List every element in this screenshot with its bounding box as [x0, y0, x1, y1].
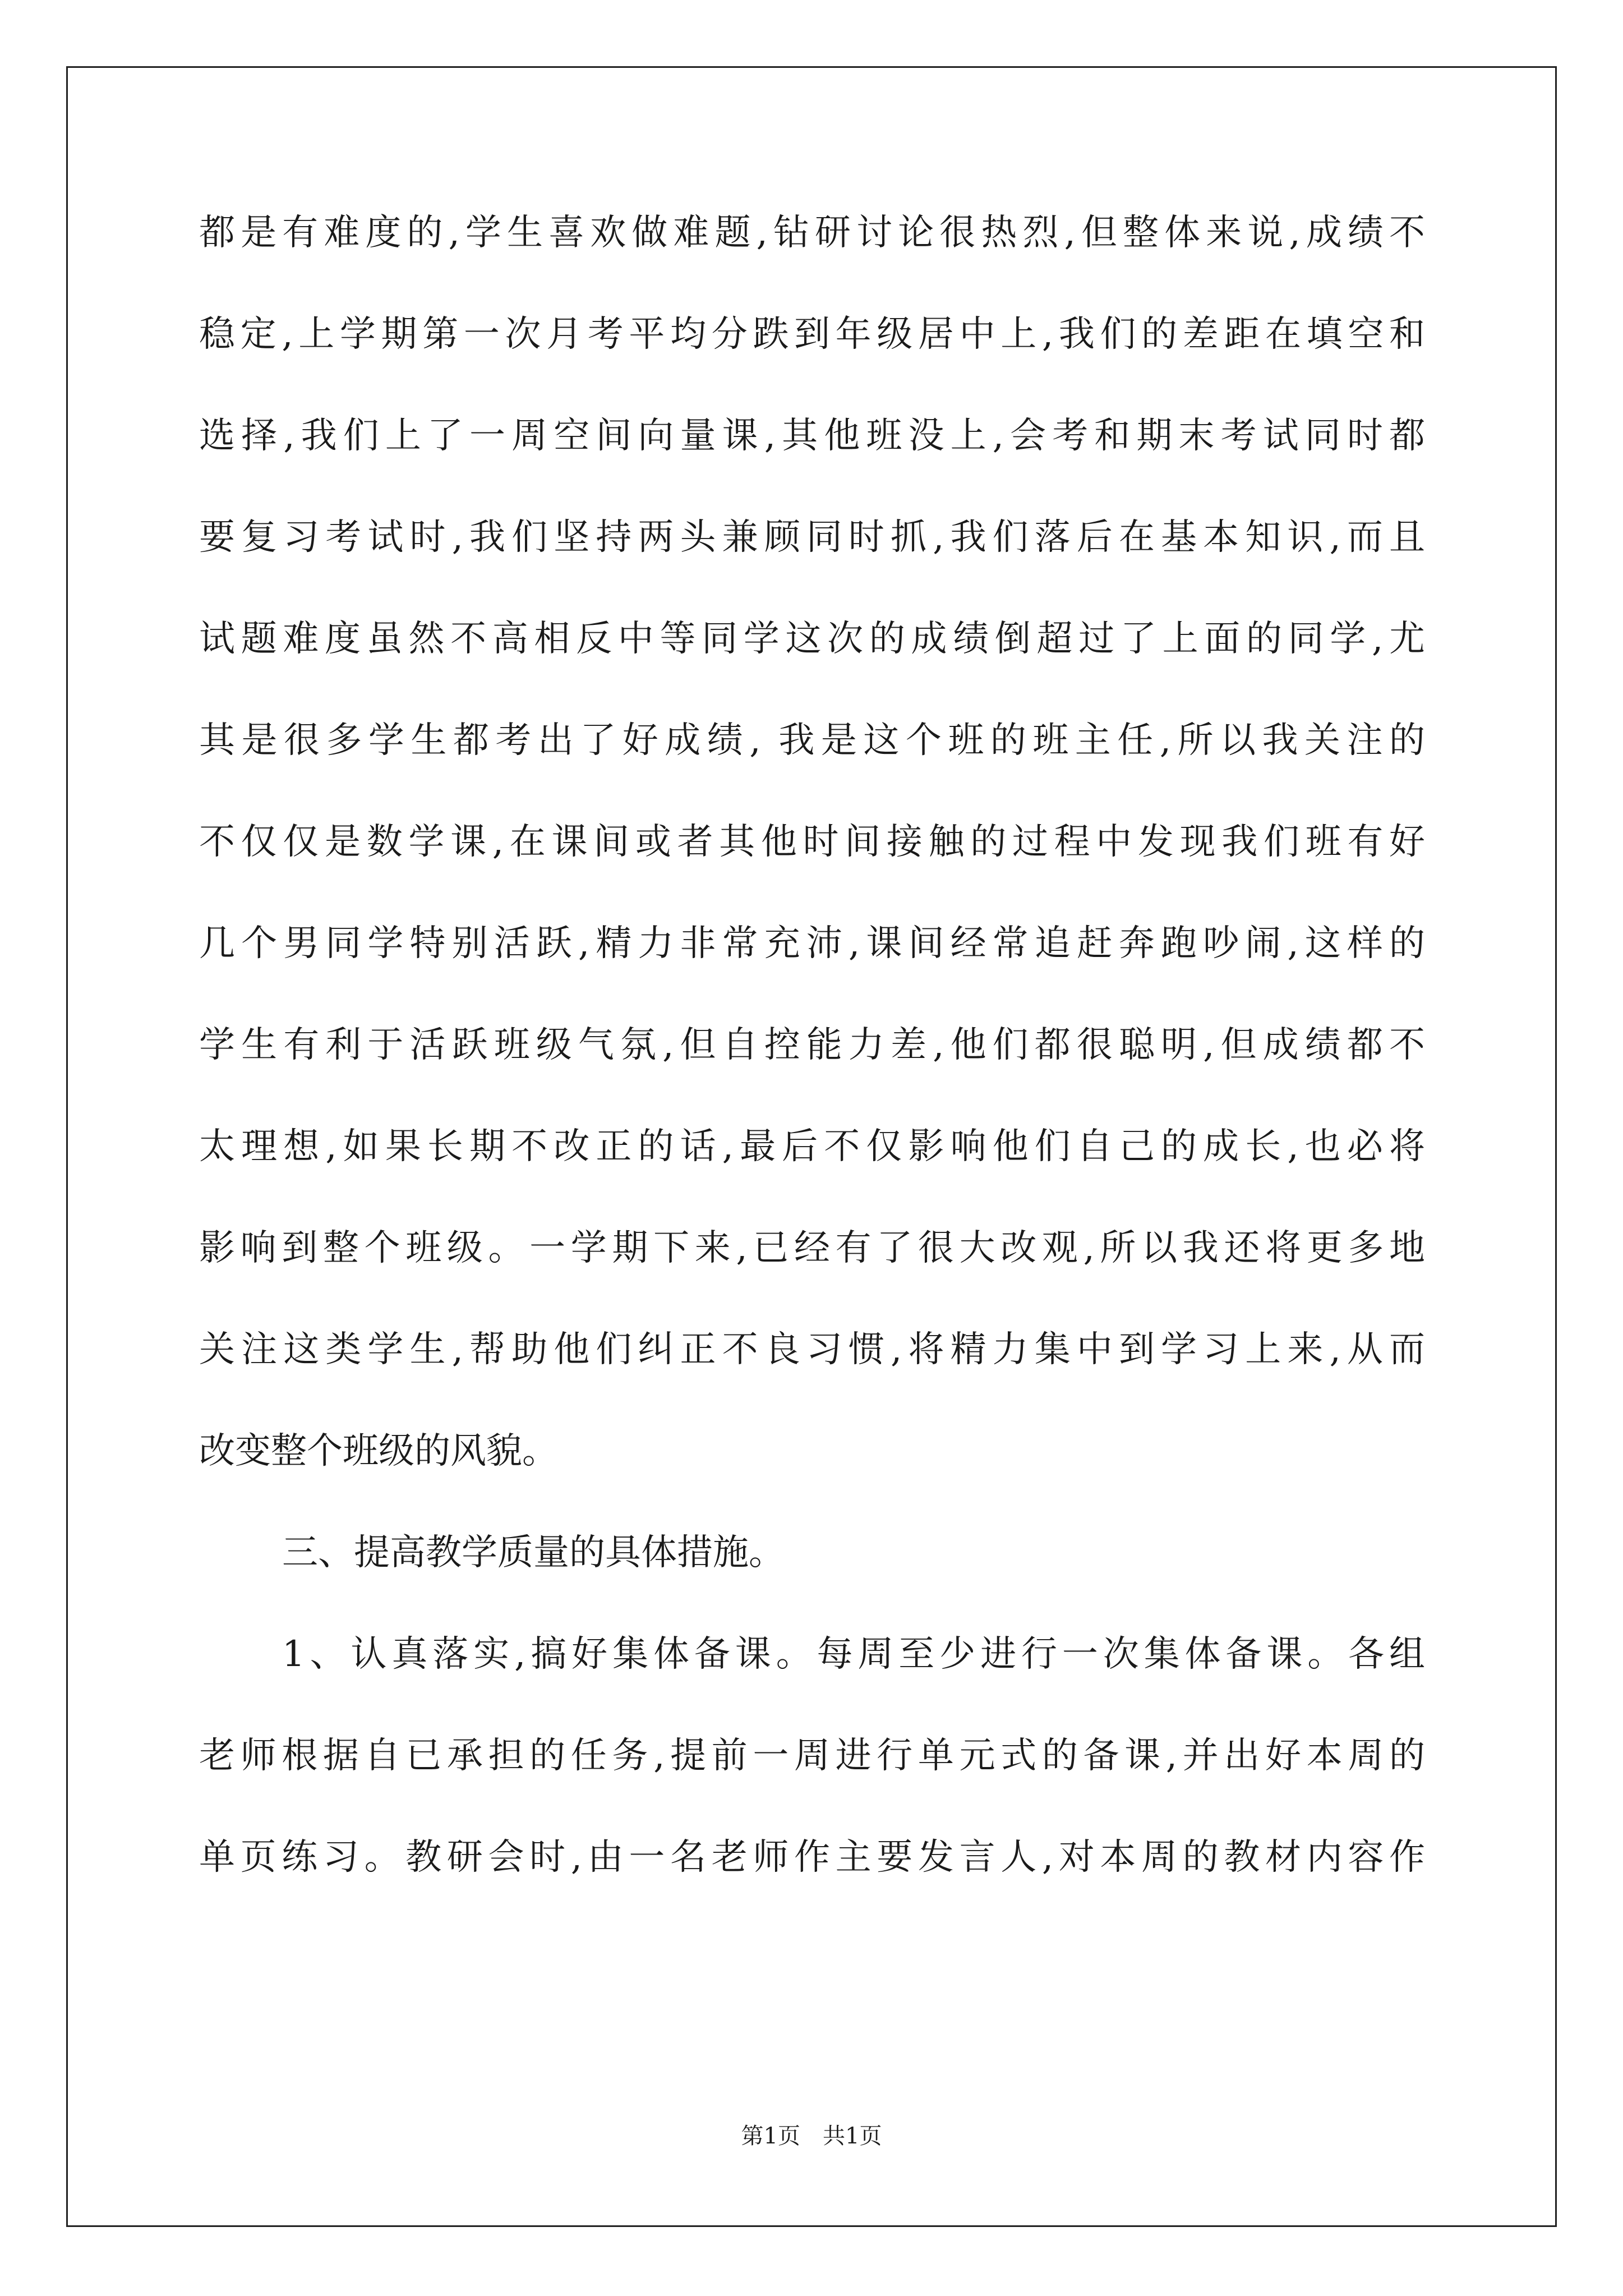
- paragraph-line: 太理想,如果长期不改正的话,最后不仅影响他们自己的成长,也必将: [199, 1126, 1425, 1167]
- paragraph-line: 关注这类学生,帮助他们纠正不良习惯,将精力集中到学习上来,从而: [199, 1329, 1425, 1370]
- paragraph-line: 其是很多学生都考出了好成绩, 我是这个班的班主任,所以我关注的: [199, 720, 1425, 761]
- paragraph-line: 单页练习。教研会时,由一名老师作主要发言人,对本周的教材内容作: [199, 1837, 1425, 1878]
- paragraph-line: 影响到整个班级。一学期下来,已经有了很大改观,所以我还将更多地: [199, 1227, 1425, 1269]
- section-heading: 三、提高教学质量的具体措施。: [282, 1532, 785, 1573]
- paragraph-line: 试题难度虽然不高相反中等同学这次的成绩倒超过了上面的同学,尤: [199, 618, 1425, 660]
- paragraph-line: 1、认真落实,搞好集体备课。每周至少进行一次集体备课。各组: [282, 1634, 1425, 1675]
- paragraph-line: 选择,我们上了一周空间向量课,其他班没上,会考和期末考试同时都: [199, 415, 1425, 457]
- paragraph-line: 要复习考试时,我们坚持两头兼顾同时抓,我们落后在基本知识,而且: [199, 517, 1425, 558]
- paragraph-line: 不仅仅是数学课,在课间或者其他时间接触的过程中发现我们班有好: [199, 821, 1425, 863]
- paragraph-line: 学生有利于活跃班级气氛,但自控能力差,他们都很聪明,但成绩都不: [199, 1024, 1425, 1066]
- page-number-footer: 第1页 共1页: [741, 2123, 882, 2149]
- document-body: [199, 205, 1425, 1931]
- paragraph-line: 老师根据自已承担的任务,提前一周进行单元式的备课,并出好本周的: [199, 1735, 1425, 1777]
- paragraph-line: 稳定,上学期第一次月考平均分跌到年级居中上,我们的差距在填空和: [199, 314, 1425, 355]
- paragraph-line: 几个男同学特别活跃,精力非常充沛,课间经常追赶奔跑吵闹,这样的: [199, 923, 1425, 964]
- paragraph-line: 改变整个班级的风貌。: [199, 1430, 558, 1472]
- paragraph-line: 都是有难度的,学生喜欢做难题,钻研讨论很热烈,但整体来说,成绩不: [199, 212, 1425, 254]
